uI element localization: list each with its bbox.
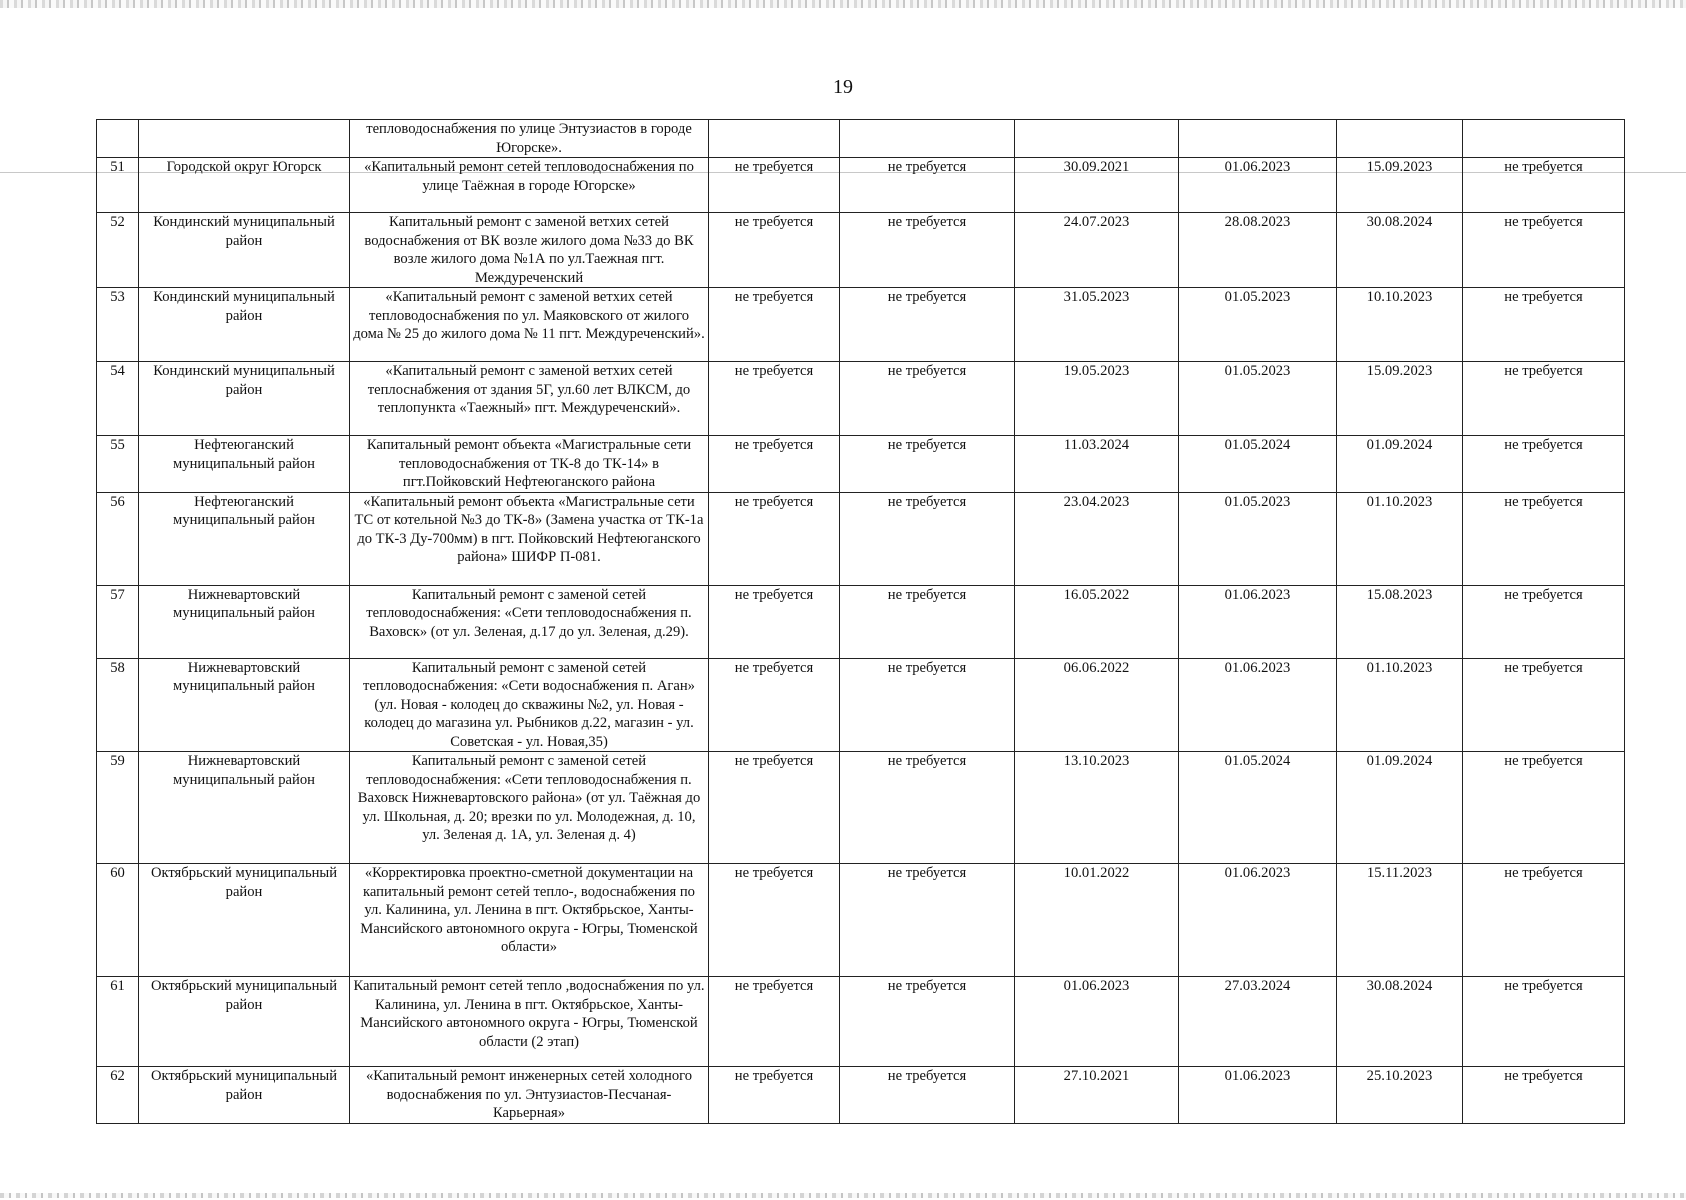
date-cell: 30.08.2024 bbox=[1337, 213, 1463, 288]
date-cell: 28.08.2023 bbox=[1179, 213, 1337, 288]
row-number bbox=[97, 120, 139, 158]
date-cell: 06.06.2022 bbox=[1015, 658, 1179, 752]
row-number: 53 bbox=[97, 288, 139, 362]
requirement-cell bbox=[840, 120, 1015, 158]
requirement-cell: не требуется bbox=[709, 158, 840, 213]
municipality-cell: Кондинский муниципальный район bbox=[139, 362, 350, 436]
works-table bbox=[96, 119, 1625, 1124]
municipality-cell: Нижневартовский муниципальный район bbox=[139, 585, 350, 658]
requirement-cell: не требуется bbox=[709, 492, 840, 585]
requirement-cell: не требуется bbox=[709, 585, 840, 658]
date-cell: 01.05.2024 bbox=[1179, 436, 1337, 493]
table-body bbox=[97, 120, 1625, 1124]
requirement-cell: не требуется bbox=[840, 362, 1015, 436]
requirement-cell: не требуется bbox=[840, 213, 1015, 288]
requirement-cell: не требуется bbox=[709, 977, 840, 1067]
row-number: 60 bbox=[97, 864, 139, 977]
date-cell: 01.05.2023 bbox=[1179, 288, 1337, 362]
table-row bbox=[97, 977, 1625, 1067]
row-number: 62 bbox=[97, 1067, 139, 1124]
table-row bbox=[97, 436, 1625, 493]
date-cell: 01.06.2023 bbox=[1179, 585, 1337, 658]
requirement-cell: не требуется bbox=[840, 977, 1015, 1067]
object-cell: тепловодоснабжения по улице Энтузиастов в городе Югорске». bbox=[350, 120, 709, 158]
date-cell: 01.09.2024 bbox=[1337, 436, 1463, 493]
table-row bbox=[97, 864, 1625, 977]
date-cell: 30.08.2024 bbox=[1337, 977, 1463, 1067]
municipality-cell: Нижневартовский муниципальный район bbox=[139, 752, 350, 864]
date-cell: 15.11.2023 bbox=[1337, 864, 1463, 977]
municipality-cell: Нефтеюганский муниципальный район bbox=[139, 436, 350, 493]
row-number: 61 bbox=[97, 977, 139, 1067]
requirement-cell: не требуется bbox=[840, 1067, 1015, 1124]
row-number: 59 bbox=[97, 752, 139, 864]
municipality-cell: Кондинский муниципальный район bbox=[139, 288, 350, 362]
requirement-cell: не требуется bbox=[709, 213, 840, 288]
requirement-cell: не требуется bbox=[840, 436, 1015, 493]
object-cell: «Капитальный ремонт инженерных сетей холодного водоснабжения по ул. Энтузиастов-Песчаная-Карьерная» bbox=[350, 1067, 709, 1124]
date-cell: 15.08.2023 bbox=[1337, 585, 1463, 658]
table-row bbox=[97, 752, 1625, 864]
object-cell: «Корректировка проектно-сметной документации на капитальный ремонт сетей тепло-, водоснабжения по ул. Калинина, ул. Ленина в пгт. Октябрьское, Ханты-Мансийского автономного округа - Югры, Тюменской области» bbox=[350, 864, 709, 977]
requirement-cell: не требуется bbox=[709, 362, 840, 436]
municipality-cell: Нижневартовский муниципальный район bbox=[139, 658, 350, 752]
date-cell bbox=[1337, 120, 1463, 158]
requirement-cell: не требуется bbox=[840, 864, 1015, 977]
requirement-cell: не требуется bbox=[840, 158, 1015, 213]
requirement-cell: не требуется bbox=[709, 288, 840, 362]
page-number: 19 bbox=[833, 76, 853, 98]
table-row bbox=[97, 492, 1625, 585]
date-cell: 30.09.2021 bbox=[1015, 158, 1179, 213]
requirement-cell bbox=[1463, 120, 1625, 158]
date-cell: 01.05.2023 bbox=[1179, 492, 1337, 585]
row-number: 55 bbox=[97, 436, 139, 493]
row-number: 57 bbox=[97, 585, 139, 658]
table-row bbox=[97, 213, 1625, 288]
object-cell: «Капитальный ремонт с заменой ветхих сетей тепловодоснабжения по ул. Маяковского от жилого дома № 25 до жилого дома № 11 пгт. Междуреченский». bbox=[350, 288, 709, 362]
date-cell: 11.03.2024 bbox=[1015, 436, 1179, 493]
date-cell: 19.05.2023 bbox=[1015, 362, 1179, 436]
date-cell: 25.10.2023 bbox=[1337, 1067, 1463, 1124]
date-cell: 10.01.2022 bbox=[1015, 864, 1179, 977]
requirement-cell: не требуется bbox=[1463, 1067, 1625, 1124]
date-cell bbox=[1179, 120, 1337, 158]
object-cell: Капитальный ремонт с заменой сетей тепловодоснабжения: «Сети тепловодоснабжения п. Ваховск Нижневартовского района» (от ул. Таёжная до ул. Школьная, д. 20; врезки по ул. Молодежная, д. 10, ул. Зеленая д. 1А, ул. Зеленая д. 4) bbox=[350, 752, 709, 864]
table-row bbox=[97, 362, 1625, 436]
municipality-cell: Нефтеюганский муниципальный район bbox=[139, 492, 350, 585]
date-cell: 01.05.2024 bbox=[1179, 752, 1337, 864]
date-cell: 01.06.2023 bbox=[1015, 977, 1179, 1067]
requirement-cell: не требуется bbox=[840, 585, 1015, 658]
requirement-cell: не требуется bbox=[709, 1067, 840, 1124]
date-cell: 13.10.2023 bbox=[1015, 752, 1179, 864]
requirement-cell: не требуется bbox=[1463, 436, 1625, 493]
requirement-cell: не требуется bbox=[840, 492, 1015, 585]
date-cell: 15.09.2023 bbox=[1337, 362, 1463, 436]
municipality-cell: Городской округ Югорск bbox=[139, 158, 350, 213]
object-cell: Капитальный ремонт объекта «Магистральные сети тепловодоснабжения от ТК-8 до ТК-14» в пгт.Пойковский Нефтеюганского района bbox=[350, 436, 709, 493]
table-row bbox=[97, 158, 1625, 213]
requirement-cell: не требуется bbox=[709, 752, 840, 864]
municipality-cell: Октябрьский муниципальный район bbox=[139, 1067, 350, 1124]
requirement-cell: не требуется bbox=[709, 864, 840, 977]
table-row bbox=[97, 1067, 1625, 1124]
date-cell: 01.10.2023 bbox=[1337, 658, 1463, 752]
date-cell: 27.03.2024 bbox=[1179, 977, 1337, 1067]
requirement-cell: не требуется bbox=[1463, 492, 1625, 585]
object-cell: Капитальный ремонт с заменой сетей тепловодоснабжения: «Сети тепловодоснабжения п. Ваховск» (от ул. Зеленая, д.17 до ул. Зеленая, д.29). bbox=[350, 585, 709, 658]
object-cell: Капитальный ремонт сетей тепло ,водоснабжения по ул. Калинина, ул. Ленина в пгт. Октябрьское, Ханты-Мансийского автономного округа - Югры, Тюменской области (2 этап) bbox=[350, 977, 709, 1067]
requirement-cell: не требуется bbox=[1463, 658, 1625, 752]
object-cell: Капитальный ремонт с заменой сетей тепловодоснабжения: «Сети водоснабжения п. Аган» (ул. Новая - колодец до скважины №2, ул. Новая - колодец до магазина ул. Рыбников д.22, магазин - ул. Советская - ул. Новая,35) bbox=[350, 658, 709, 752]
date-cell: 01.09.2024 bbox=[1337, 752, 1463, 864]
requirement-cell: не требуется bbox=[1463, 977, 1625, 1067]
object-cell: «Капитальный ремонт сетей тепловодоснабжения по улице Таёжная в городе Югорске» bbox=[350, 158, 709, 213]
requirement-cell: не требуется bbox=[840, 752, 1015, 864]
object-cell: Капитальный ремонт с заменой ветхих сетей водоснабжения от ВК возле жилого дома №33 до ВК возле жилого дома №1А по ул.Таежная пгт. Междуреченский bbox=[350, 213, 709, 288]
date-cell: 01.05.2023 bbox=[1179, 362, 1337, 436]
requirement-cell: не требуется bbox=[1463, 362, 1625, 436]
table-row bbox=[97, 585, 1625, 658]
object-cell: «Капитальный ремонт с заменой ветхих сетей теплоснабжения от здания 5Г, ул.60 лет ВЛКСМ, до теплопункта «Таежный» пгт. Междуреченский». bbox=[350, 362, 709, 436]
row-number: 51 bbox=[97, 158, 139, 213]
object-cell: «Капитальный ремонт объекта «Магистральные сети ТС от котельной №3 до ТК-8» (Замена участка от ТК-1а до ТК-3 Ду-700мм) в пгт. Пойковский Нефтеюганского района» ШИФР П-081. bbox=[350, 492, 709, 585]
date-cell: 15.09.2023 bbox=[1337, 158, 1463, 213]
date-cell: 01.06.2023 bbox=[1179, 1067, 1337, 1124]
date-cell: 10.10.2023 bbox=[1337, 288, 1463, 362]
scan-edge-top bbox=[0, 0, 1686, 8]
date-cell: 31.05.2023 bbox=[1015, 288, 1179, 362]
requirement-cell: не требуется bbox=[1463, 288, 1625, 362]
date-cell bbox=[1015, 120, 1179, 158]
date-cell: 01.06.2023 bbox=[1179, 158, 1337, 213]
requirement-cell: не требуется bbox=[1463, 752, 1625, 864]
date-cell: 01.10.2023 bbox=[1337, 492, 1463, 585]
date-cell: 01.06.2023 bbox=[1179, 658, 1337, 752]
row-number: 54 bbox=[97, 362, 139, 436]
requirement-cell bbox=[709, 120, 840, 158]
date-cell: 24.07.2023 bbox=[1015, 213, 1179, 288]
table-row bbox=[97, 658, 1625, 752]
scan-edge-bottom bbox=[0, 1193, 1686, 1198]
date-cell: 16.05.2022 bbox=[1015, 585, 1179, 658]
requirement-cell: не требуется bbox=[709, 436, 840, 493]
row-number: 52 bbox=[97, 213, 139, 288]
municipality-cell: Октябрьский муниципальный район bbox=[139, 977, 350, 1067]
date-cell: 27.10.2021 bbox=[1015, 1067, 1179, 1124]
municipality-cell: Кондинский муниципальный район bbox=[139, 213, 350, 288]
requirement-cell: не требуется bbox=[840, 658, 1015, 752]
row-number: 56 bbox=[97, 492, 139, 585]
table-row bbox=[97, 120, 1625, 158]
municipality-cell bbox=[139, 120, 350, 158]
requirement-cell: не требуется bbox=[1463, 585, 1625, 658]
requirement-cell: не требуется bbox=[709, 658, 840, 752]
requirement-cell: не требуется bbox=[1463, 864, 1625, 977]
row-number: 58 bbox=[97, 658, 139, 752]
requirement-cell: не требуется bbox=[1463, 158, 1625, 213]
requirement-cell: не требуется bbox=[840, 288, 1015, 362]
municipality-cell: Октябрьский муниципальный район bbox=[139, 864, 350, 977]
requirement-cell: не требуется bbox=[1463, 213, 1625, 288]
date-cell: 01.06.2023 bbox=[1179, 864, 1337, 977]
date-cell: 23.04.2023 bbox=[1015, 492, 1179, 585]
table-row bbox=[97, 288, 1625, 362]
